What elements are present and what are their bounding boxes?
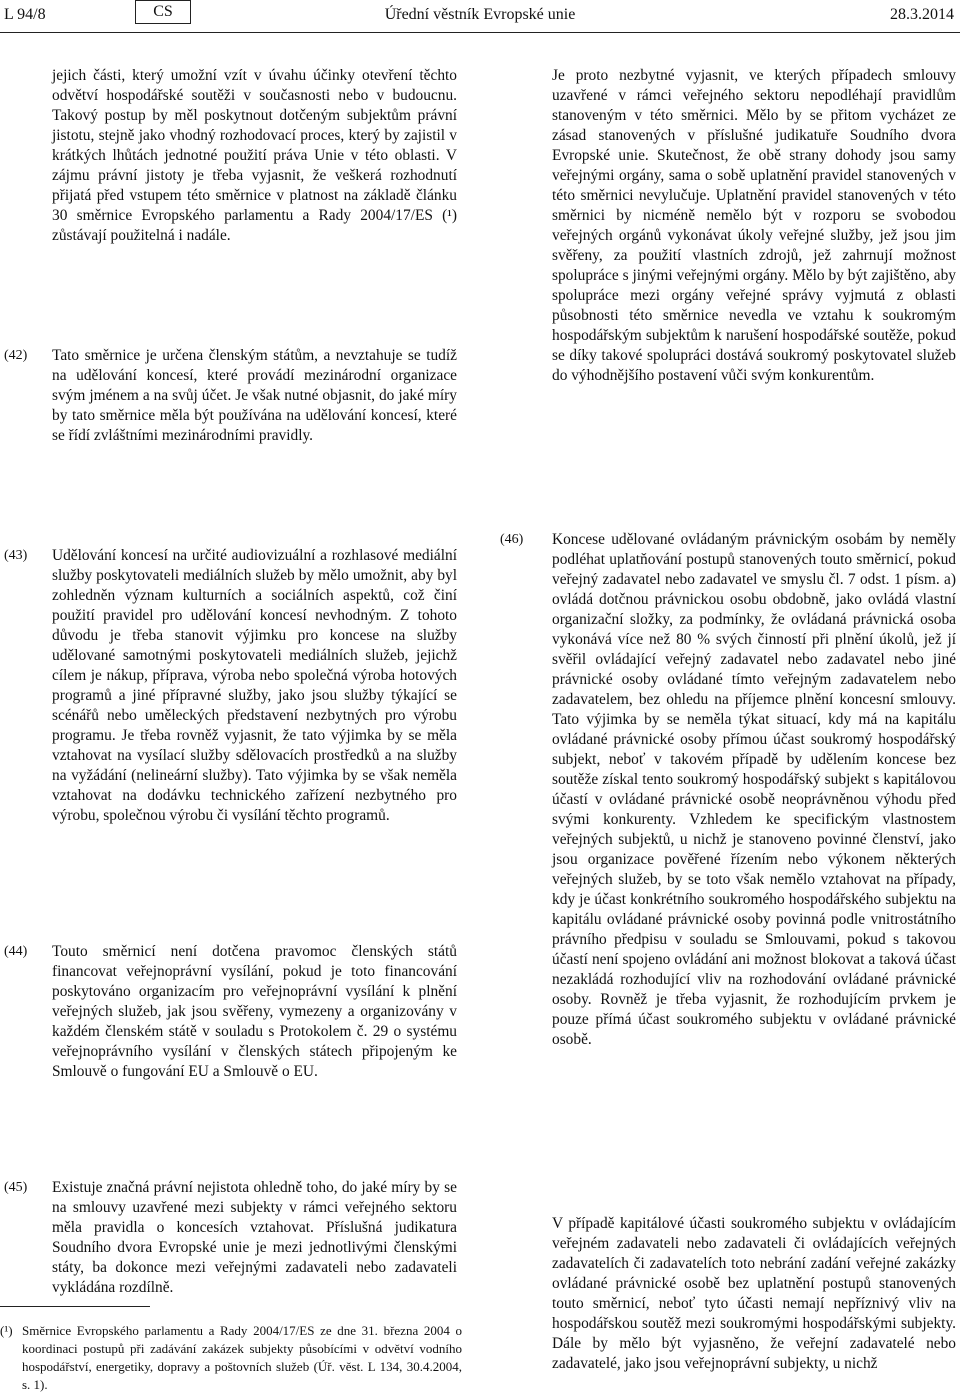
publication-date: 28.3.2014 <box>890 6 954 23</box>
recital-text: Touto směrnicí není dotčena pravomoc členských států financovat veřejnoprávní vysílání, pokud je toto financování poskytováno organizacím pro veřejnoprávní vysílání k plnění veřejných služeb, jak jsou svěřeny, vymezeny a organizovány v každém členském státě v souladu s Protokolem č. 29 o systému veřejnoprávního vysílání v členských státech připojeným ke Smlouvě o fungování EU a Smlouvě o EU. <box>52 943 457 1080</box>
recital-number: (43) <box>4 548 28 563</box>
recital-46-continuation: V případě kapitálové účasti soukromého subjektu v ovládajícím veřejném zadavateli nebo zadavateli či ovládajících veřejných zadavatelích či zadavatelích toto nebrání zadání veřejné zakázky ovládané právnické osobě bez uplatnění postupů stanovených touto směrnicí, neboť tyto účasti nemají nepříznivý vliv na hospodářskou soutěž mezi soukromými hospodářskými subjekty. Dále by mělo být vyjasněno, že veřejní zadavatelé nebo zadavatelé, jako jsou veřejnoprávní subjekty, u nichž <box>552 1215 956 1372</box>
footnote-separator <box>0 1306 150 1307</box>
footnote-mark: (¹) <box>0 1323 13 1338</box>
recital-number: (46) <box>500 532 524 547</box>
recital-number: (42) <box>4 348 28 363</box>
footnote-text: Směrnice Evropského parlamentu a Rady 2004/17/ES ze dne 31. března 2004 o koordinaci postupů při zadávání zakázek subjekty působícími v odvětví vodního hospodářství, energetiky, dopravy a poštovních služeb (Úř. věst. L 134, 30.4.2004, s. 1). <box>22 1323 462 1392</box>
recital-text: Existuje značná právní nejistota ohledně toho, do jaké míry by se na smlouvy uzavřené mezi subjekty v rámci veřejného sektoru měla pravidla o koncesích vztahovat. Příslušná judikatura Soudního dvora Evropské unie je mezi jednotlivými členskými státy, ba dokonce mezi veřejnými zadavateli nebo zadavateli vykládána rozdílně. <box>52 1179 457 1296</box>
journal-title: Úřední věstník Evropské unie <box>384 6 576 23</box>
recital-text: Udělování koncesí na určité audiovizuální a rozhlasové mediální služby poskytovateli mediálních služeb by mělo umožnit, aby byl zohledněn význam kulturních a sociálních aspektů, což činí použití pravidel pro udělování koncesí nevhodným. Z tohoto důvodu je třeba stanovit výjimku pro koncese na služby udělované samotnými poskytovateli mediálních služeb, jejichž cílem je nákup, příprava, výroba nebo společná výroba hotových programů a jiné přípravné služby, jako jsou služby týkající se scénářů nebo uměleckých představení nezbytných pro výrobu programu. Je třeba rovněž vyjasnit, že tato výjimka by se měla vztahovat na vysílací služby sdělovacích prostředků a na služby na vyžádání (nelineární služby). Tato výjimka by se však neměla vztahovat na dodávku technického zařízení nezbytného pro výrobu, společnou výrobu či vysílání těchto programů. <box>52 547 457 824</box>
intro-right-text: Je proto nezbytné vyjasnit, ve kterých případech smlouvy uzavřené v rámci veřejného sektoru nepodléhají pravidlům stanoveným v této směrnici. Mělo by se přitom vycházet ze zásad stanovených v příslušné judikatuře Soudního dvora Evropské unie. Skutečnost, že obě strany dohody jsou samy veřejnými orgány, sama o sobě uplatnění pravidel stanovených v této směrnici nevylučuje. Uplatnění pravidel stanovených v této směrnici by nicméně nemělo být v rozporu se svobodou veřejných orgánů vykonávat úkoly veřejné služby, jež jsou jim svěřeny, za použití vlastních zdrojů, jež zahrnují možnost spolupráce s jinými veřejnými orgány. Mělo by být zajištěno, aby spolupráce mezi orgány veřejné správy vyjmutá z oblasti působnosti této směrnice nevedla ve vztahu k soukromým hospodářským subjektům k narušení hospodářské soutěže, pokud se díky takové spolupráci dostává soukromý poskytovatel služeb do výhodnějšího postavení vůči svým konkurentům. <box>552 67 956 384</box>
intro-left-text: jejich části, který umožní vzít v úvahu účinky otevření těchto odvětví hospodářské soutěži v současnosti nebo v budoucnu. Takový postup by měl poskytnout dotčeným subjektům právní jistotu, stejně jako vhodný rozhodovací proces, který by zajistil v krátkých lhůtách jednotné použití práva Unie v této oblasti. V zájmu právní jistoty je třeba vyjasnit, že veškerá rozhodnutí přijatá před vstupem této směrnice v platnost na základě článku 30 směrnice Evropského parlamentu a Rady 2004/17/ES (¹) zůstávají použitelná i nadále. <box>52 67 457 244</box>
recital-number: (44) <box>4 944 28 959</box>
language-badge: CS <box>135 0 191 24</box>
recital-text: Koncese udělované ovládaným právnickým osobám by neměly podléhat uplatňování postupů stanovených touto směrnicí, pokud veřejný zadavatel nebo zadavatel ve smyslu čl. 7 odst. 1 písm. a) ovládá dotčnou právnickou osobu obdobně, jako ovládá vlastní organizační složky, za podmínky, že ovládaná právnická osoba vykonává více než 80 % svých činností při plnění úkolů, jež jí svěřil ovládající veřejný zadavatel nebo zadavatel nebo jiné právnické osoby ovládané tímto veřejným zadavatelem nebo zadavatelem, bez ohledu na příjemce plnění koncesní smlouvy. Tato výjimka by se neměla týkat situací, kdy má na kapitálu ovládané právnické osoby přímou účast soukromý hospodářský subjekt, neboť v takovém případě by udělením koncese bez soutěže získal tento soukromý hospodářský subjekt s kapitálovou účastí v ovládané právnické osobě neoprávněnou výhodu před svými konkurenty. Vzhledem ke specifickým vlastnostem veřejných subjektů, u nichž je stanoveno povinné členství, jako jsou organizace pověřené řízením nebo výkonem některých veřejných služeb, by se toto však nemělo vztahovat na případy, kdy je účast konkrétního soukromého hospodářského subjektu na kapitálu ovládané právnické osoby povinná podle vnitrostátního právního předpisu v souladu se Smlouvami, pokud s takovou účastí není spojeno ovládání ani možnost blokovat a taková účast nezakládá rozhodující vliv na rozhodování ovládané právnické osoby. Rovněž je třeba vyjasnit, že rozhodujícím prvkem je pouze přímá účast soukromého subjektu v ovládané právnické osobě. <box>552 531 956 1048</box>
recital-text: Tato směrnice je určena členským státům, a nevztahuje se tudíž na udělování koncesí, které provádí mezinárodní organizace svým jménem a na svůj účet. Je však nutné objasnit, do jaké míry by tato směrnice měla být používána na udělování koncesí, které se řídí zvláštními mezinárodními pravidly. <box>52 347 457 444</box>
page-header <box>0 0 960 33</box>
page-number: L 94/8 <box>4 6 46 23</box>
recital-number: (45) <box>4 1180 28 1195</box>
